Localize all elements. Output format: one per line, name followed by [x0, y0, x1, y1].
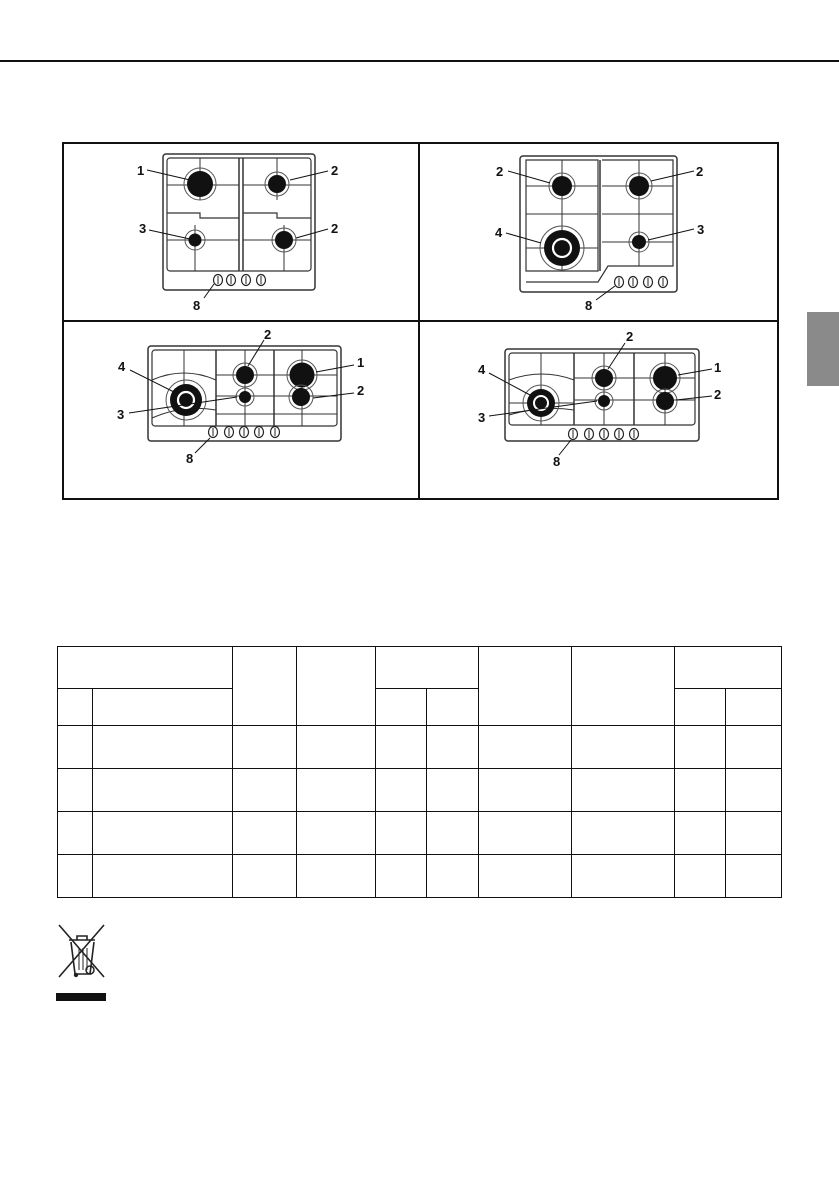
specification-table	[57, 646, 782, 898]
diagram-4-label-3: 1	[714, 360, 722, 375]
diagram-1-label-5: 8	[193, 298, 201, 313]
diagram-4-label-2: 2	[626, 329, 634, 344]
table-subheader-cell	[376, 689, 427, 726]
diagram-3-label-6: 8	[186, 451, 194, 466]
table-header-cell	[572, 647, 675, 726]
table-header-cell	[376, 647, 479, 689]
diagram-4-label-5: 2	[714, 387, 722, 402]
table-subheader-cell	[427, 689, 479, 726]
table-subheader-cell	[93, 689, 233, 726]
table-subheader-cell	[58, 689, 93, 726]
table-row	[58, 812, 782, 855]
table-row	[58, 769, 782, 812]
table-subheader-cell	[675, 689, 726, 726]
diagram-1-label-1: 1	[137, 163, 145, 178]
diagram-2-label-2: 2	[696, 164, 704, 179]
table-header-cell	[297, 647, 376, 726]
table-header-cell	[233, 647, 297, 726]
diagram-4-label-1: 4	[478, 362, 486, 377]
crossed-out-wheelie-bin-icon	[54, 920, 108, 1004]
table-subheader-cell	[726, 689, 782, 726]
diagram-2-label-4: 3	[697, 222, 705, 237]
table-header-cell	[58, 647, 233, 689]
diagram-2-label-1: 2	[496, 164, 504, 179]
table-header-cell	[479, 647, 572, 726]
diagram-4-label-4: 3	[478, 410, 486, 425]
table-row	[58, 726, 782, 769]
diagram-3-label-1: 4	[118, 359, 126, 374]
diagram-3-label-2: 2	[264, 327, 272, 342]
diagram-3-label-4: 3	[117, 407, 125, 422]
diagram-4-label-6: 8	[553, 454, 561, 469]
hob-diagram-1	[137, 154, 338, 313]
diagram-2-label-5: 8	[585, 298, 593, 313]
hob-diagram-3	[117, 327, 364, 466]
diagram-2-label-3: 4	[495, 225, 503, 240]
diagram-3-label-5: 2	[357, 383, 365, 398]
diagram-3-label-3: 1	[357, 355, 365, 370]
diagram-1-label-4: 2	[331, 221, 339, 236]
hob-diagram-2	[495, 156, 704, 313]
hob-diagram-4	[478, 329, 721, 469]
table-row	[58, 855, 782, 898]
diagram-1-label-2: 2	[331, 163, 339, 178]
table-header-cell	[675, 647, 782, 689]
diagram-1-label-3: 3	[139, 221, 147, 236]
